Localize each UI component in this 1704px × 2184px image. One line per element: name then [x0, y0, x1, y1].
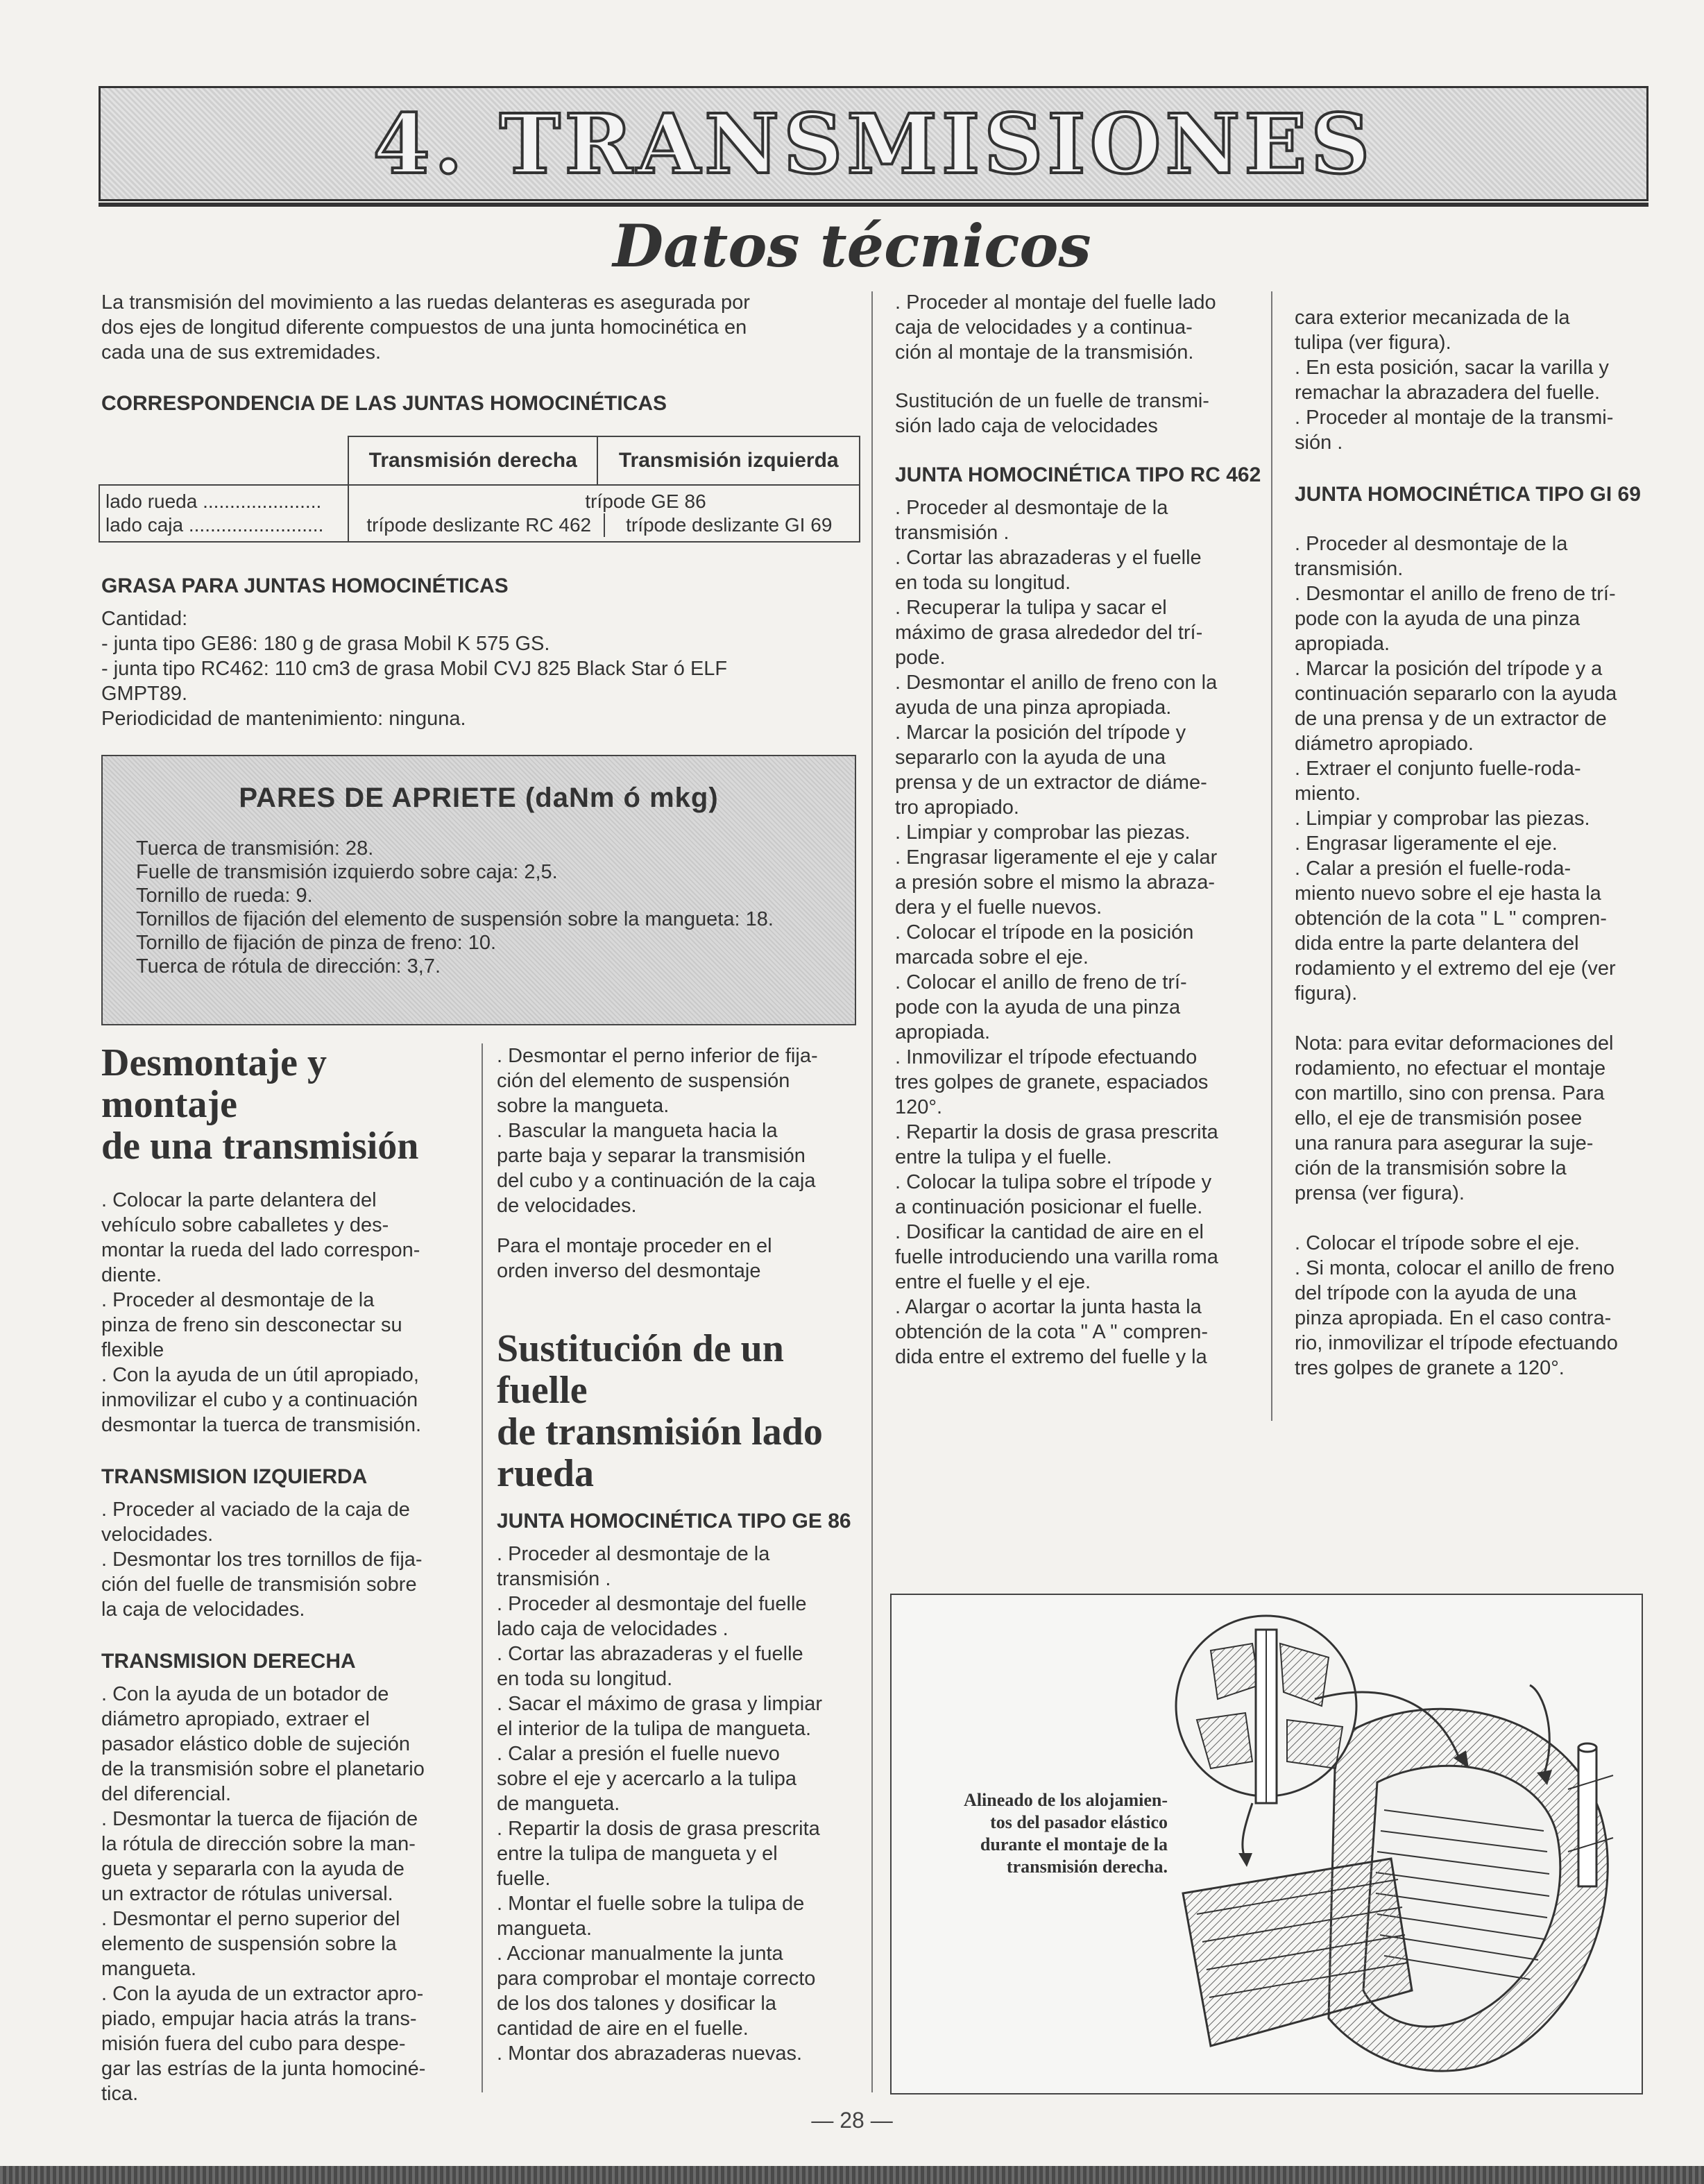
grease-heading: GRASA PARA JUNTAS HOMOCINÉTICAS: [101, 574, 509, 597]
removal-steps-continued: . Desmontar el perno inferior de fija- ción del elemento de suspensión sobre la mangueta. . Bascular la mangueta hacia la parte baja y separar la transmisión del cubo y a continuación de la caja de velocidades.: [497, 1045, 818, 1217]
column-divider: [871, 291, 873, 2092]
column-2: [497, 1043, 864, 2066]
text-line: dos ejes de longitud diferente compuestos de una junta homocinética en: [101, 316, 747, 339]
column-header-right-transmission: Transmisión derecha: [348, 436, 597, 485]
torque-box: [101, 755, 856, 1025]
rc462-steps: . Proceder al desmontaje de la transmisión . . Cortar las abrazaderas y el fuelle en toda su longitud. . Recuperar la tulipa y sacar el máximo de grasa alrededor del trí- pode. . Desmontar el anillo de freno con la ayuda de una pinza apropiada. . Marcar la posición del trípode y separarlo con la ayuda de una prensa y de un extractor de diáme- tro apropiado. . Limpiar y comprobar las piezas. . Engrasar ligeramente el eje y calar a presión sobre el mismo la abraza- dera y el fuelle nuevos. . Colocar el trípode en la posición marcada sobre el eje. . Colocar el anillo de freno de trí- pode con la ayuda de una pinza apropiada. . Inmovilizar el trípode efectuando tres golpes de granete, espaciados 120°. . Repartir la dosis de grasa prescrita entre la tulipa y el fuelle. . Colocar la tulipa sobre el trípode y a continuación posicionar el fuelle. . Dosificar la cantidad de aire en el fuelle introduciendo una varilla roma entre el fuelle y el eje. . Alargar o acortar la junta hasta la obtención de la cota " A " compren- dida entre el extremo del fuelle y la: [895, 497, 1218, 1368]
rc462-heading: JUNTA HOMOCINÉTICA TIPO RC 462: [895, 463, 1261, 486]
right-transmission-heading: TRANSMISION DERECHA: [101, 1650, 356, 1673]
section-title-wheel-boot: Sustitución de un fuelle de transmisión lado rueda: [497, 1327, 823, 1495]
rc462-steps-continued: cara exterior mecanizada de la tulipa (ver figura). . En esta posición, sacar la varilla y remachar la abrazadera del fuelle. . Proceder al montaje de la transmi- sión .: [1295, 307, 1614, 454]
removal-steps: . Colocar la parte delantera del vehículo sobre caballetes y des- montar la rueda del lado correspon- diente. . Proceder al desmontaje de la pinza de freno sin desconectar su flexible . Con la ayuda de un útil apropiado, inmovilizar el cubo y a continuación desmontar la tuerca de transmisión.: [101, 1189, 421, 1436]
press-note: Nota: para evitar deformaciones del rodamiento, no efectuar el montaje con martillo, sino con prensa. Para ello, el eje de transmisión posee una ranura para asegurar la suje- ción de la transmisión sobre la prensa (ver figura).: [1295, 1032, 1614, 1204]
gi69-heading: JUNTA HOMOCINÉTICA TIPO GI 69: [1295, 483, 1641, 506]
column-divider: [1271, 291, 1272, 1421]
section-title-removal: Desmontaje y montaje de una transmisión: [101, 1041, 419, 1168]
mounting-note: Para el montaje proceder en el orden inverso del desmontaje: [497, 1235, 772, 1282]
banner-rule: [99, 203, 1648, 207]
column-3: [895, 290, 1263, 1370]
tripod-steps: . Colocar el trípode sobre el eje. . Si monta, colocar el anillo de freno del trípode con la ayuda de una pinza apropiada. En el caso contra- rio, inmovilizar el trípode efectuando tres golpes de granete a 120°.: [1295, 1232, 1618, 1379]
row-labels: lado rueda ...................... lado caja .........................: [99, 485, 348, 542]
chapter-title: 4. TRANSMISIONES: [373, 96, 1374, 192]
left-transmission-steps: . Proceder al vaciado de la caja de velocidades. . Desmontar los tres tornillos de fija- ción del fuelle de transmisión sobre la caja de velocidades.: [101, 1499, 423, 1621]
title-banner: [99, 86, 1648, 201]
page-number: — 28 —: [811, 2108, 893, 2133]
intro-paragraph: [101, 290, 864, 365]
gi69-steps: . Proceder al desmontaje de la transmisión. . Desmontar el anillo de freno de trí- pode con la ayuda de una pinza apropiada. . Marcar la posición del trípode y a continuación separarlo con la ayuda de una prensa y de un extractor de diámetro apropiado. . Extraer el conjunto fuelle-roda- miento. . Limpiar y comprobar las piezas. . Engrasar ligeramente el eje. . Calar a presión el fuelle-roda- miento nuevo sobre el eje hasta la obtención de la cota " L " compren- dida entre la parte delantera del rodamiento y el extremo del eje (ver figura).: [1295, 533, 1617, 1005]
grease-text: Cantidad: - junta tipo GE86: 180 g de grasa Mobil K 575 GS. - junta tipo RC462: 110 cm3 de grasa Mobil CVJ 825 Black Star ó ELF GMPT89. Periodicidad de mantenimiento: ninguna.: [101, 608, 728, 730]
text-line: cada una de sus extremidades.: [101, 341, 382, 364]
column-header-left-transmission: Transmisión izquierda: [597, 436, 860, 485]
figure-box: [890, 1594, 1643, 2095]
page-subtitle: Datos técnicos: [613, 212, 1091, 280]
column-divider: [482, 1043, 483, 2092]
text-line: La transmisión del movimiento a las ruedas delanteras es asegurada por: [101, 291, 750, 314]
boot-mount-steps: . Proceder al montaje del fuelle lado caja de velocidades y a continua- ción al montaje de la transmisión.: [895, 291, 1216, 364]
torque-list: Tuerca de transmisión: 28. Fuelle de transmisión izquierdo sobre caja: 2,5. Tornillo de rueda: 9. Tornillos de fijación del elemento de suspensión sobre la mangueta: 18. Tornillo de fijación de pinza de freno: 10. Tuerca de rótula de dirección: 3,7.: [136, 837, 774, 978]
row-values: trípode GE 86 trípode deslizante RC 462 trípode deslizante GI 69: [348, 485, 860, 542]
gearbox-boot-subtitle: Sustitución de un fuelle de transmi- sión lado caja de velocidades: [895, 390, 1209, 437]
ge86-steps: . Proceder al desmontaje de la transmisión . . Proceder al desmontaje del fuelle lado caja de velocidades . . Cortar las abrazaderas y el fuelle en toda su longitud. . Sacar el máximo de grasa y limpiar el interior de la tulipa de mangueta. . Calar a presión el fuelle nuevo sobre el eje y acercarlo a la tulipa de mangueta. . Repartir la dosis de grasa prescrita entre la tulipa de mangueta y el fuelle. . Montar el fuelle sobre la tulipa de mangueta. . Accionar manualmente la junta para comprobar el montaje correcto de los dos talones y dosificar la cantidad de aire en el fuelle. . Montar dos abrazaderas nuevas.: [497, 1543, 822, 2065]
correspondence-heading: CORRESPONDENCIA DE LAS JUNTAS HOMOCINÉTICAS: [101, 392, 667, 415]
correspondence-table: [99, 436, 860, 543]
scan-edge: [0, 2166, 1704, 2184]
left-transmission-heading: TRANSMISION IZQUIERDA: [101, 1465, 368, 1488]
right-transmission-steps: . Con la ayuda de un botador de diámetro apropiado, extraer el pasador elástico doble de sujeción de la transmisión sobre el planetario del diferencial. . Desmontar la tuerca de fijación de la rótula de dirección sobre la man- gueta y separarla con la ayuda de un extractor de rótulas universal. . Desmontar el perno superior del elemento de suspensión sobre la mangueta. . Con la ayuda de un extractor apro- piado, empujar hacia atrás la trans- misión fuera del cubo para despe- gar las estrías de la junta homociné- tica.: [101, 1683, 426, 2105]
figure-caption: Alineado de los alojamien- tos del pasador elástico durante el montaje de la transmisión derecha.: [964, 1790, 1168, 1877]
column-4: [1295, 305, 1655, 1381]
torque-title: PARES DE APRIETE (daNm ó mkg): [239, 783, 719, 813]
transmission-pin-illustration: [1169, 1602, 1634, 2088]
ge86-heading: JUNTA HOMOCINÉTICA TIPO GE 86: [497, 1510, 851, 1533]
column-1: [101, 1042, 469, 2106]
